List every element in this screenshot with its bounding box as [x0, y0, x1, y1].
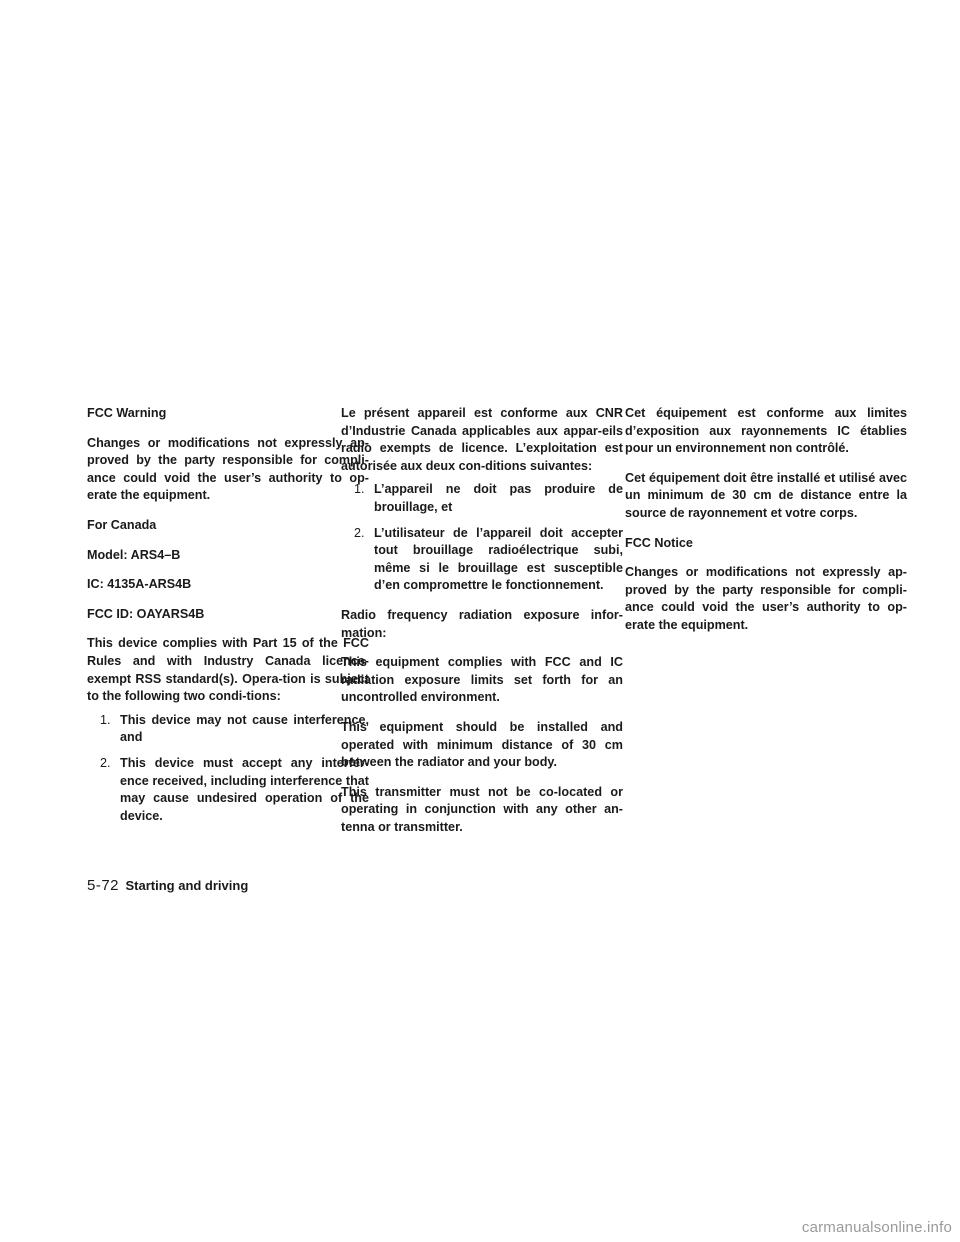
list-item-text: This device must accept any interfer-ence received, including interference that may cause undesired operation of the device. — [120, 755, 369, 823]
compliance-text: This device complies with Part 15 of the FCC Rules and with Industry Canada licence-exempt RSS standard(s). Opera-tion is subject to the following two condi-tions: — [87, 636, 369, 704]
rf-exposure-heading: Radio frequency radiation exposure infor-mation: — [341, 607, 623, 640]
conditions-list-fr — [341, 481, 623, 595]
fcc-notice-heading: FCC Notice — [625, 535, 693, 550]
list-item-number: 1. — [354, 482, 365, 497]
fcc-warning-heading: FCC Warning — [87, 406, 167, 420]
list-item-text: L’appareil ne doit pas produire de brouillage, et — [374, 482, 623, 514]
rf-exposure-text-2: This equipment should be installed and operated with minimum distance of 30 cm between the radiator and your body. — [341, 719, 623, 770]
french-exposure-text-1: Cet équipement est conforme aux limites d’exposition aux rayonnements IC établies pour un environnement non contrôlé. — [625, 406, 907, 456]
ic-line: IC: 4135A-ARS4B — [87, 577, 192, 592]
list-item-number: 2. — [354, 525, 365, 540]
list-item-number: 1. — [100, 712, 111, 727]
for-canada-heading: For Canada — [87, 517, 157, 532]
page-number: 5-72 — [87, 877, 120, 894]
list-item — [341, 481, 623, 516]
fcc-id-line: FCC ID: OAYARS4B — [87, 606, 205, 621]
list-item-number: 2. — [100, 755, 111, 770]
list-item — [87, 712, 369, 747]
column-1 — [87, 405, 369, 837]
model-line: Model: ARS4–B — [87, 547, 181, 562]
french-intro-text: Le présent appareil est conforme aux CNR d’Industrie Canada applicables aux appar-eils radio exempts de licence. L’exploitation est autorisée aux deux con-ditions suivantes: — [341, 406, 623, 473]
column-2 — [341, 405, 623, 848]
rf-exposure-text-1: This equipment complies with FCC and IC radiation exposure limits set forth for an uncontrolled environment. — [341, 655, 623, 705]
rf-exposure-text-3: This transmitter must not be co-located or operating in conjunction with any other an-tenna or transmitter. — [341, 784, 623, 834]
list-item — [341, 525, 623, 595]
watermark: carmanualsonline.info — [801, 1219, 952, 1236]
conditions-list-en — [87, 712, 369, 826]
fcc-warning-text: Changes or modifications not expressly ap-proved by the party responsible for compli-ance could void the user’s authority to op-erate the equipment. — [87, 435, 369, 503]
list-item-text: L’utilisateur de l’appareil doit accepter tout brouillage radioélectrique subi, même si le brouillage est susceptible d’en compromettre le fonctionnement. — [374, 525, 623, 593]
page-footer — [87, 877, 248, 895]
french-exposure-text-2: Cet équipement doit être installé et utilisé avec un minimum de 30 cm de distance entre la source de rayonnement et votre corps. — [625, 470, 907, 520]
list-item — [87, 755, 369, 825]
list-item-text: This device may not cause interference, and — [120, 712, 369, 745]
fcc-notice-text: Changes or modifications not expressly ap-proved by the party responsible for compli-ance could void the user’s authority to op-erate the equipment. — [625, 565, 907, 632]
section-title: Starting and driving — [125, 878, 249, 893]
column-3 — [625, 405, 907, 647]
